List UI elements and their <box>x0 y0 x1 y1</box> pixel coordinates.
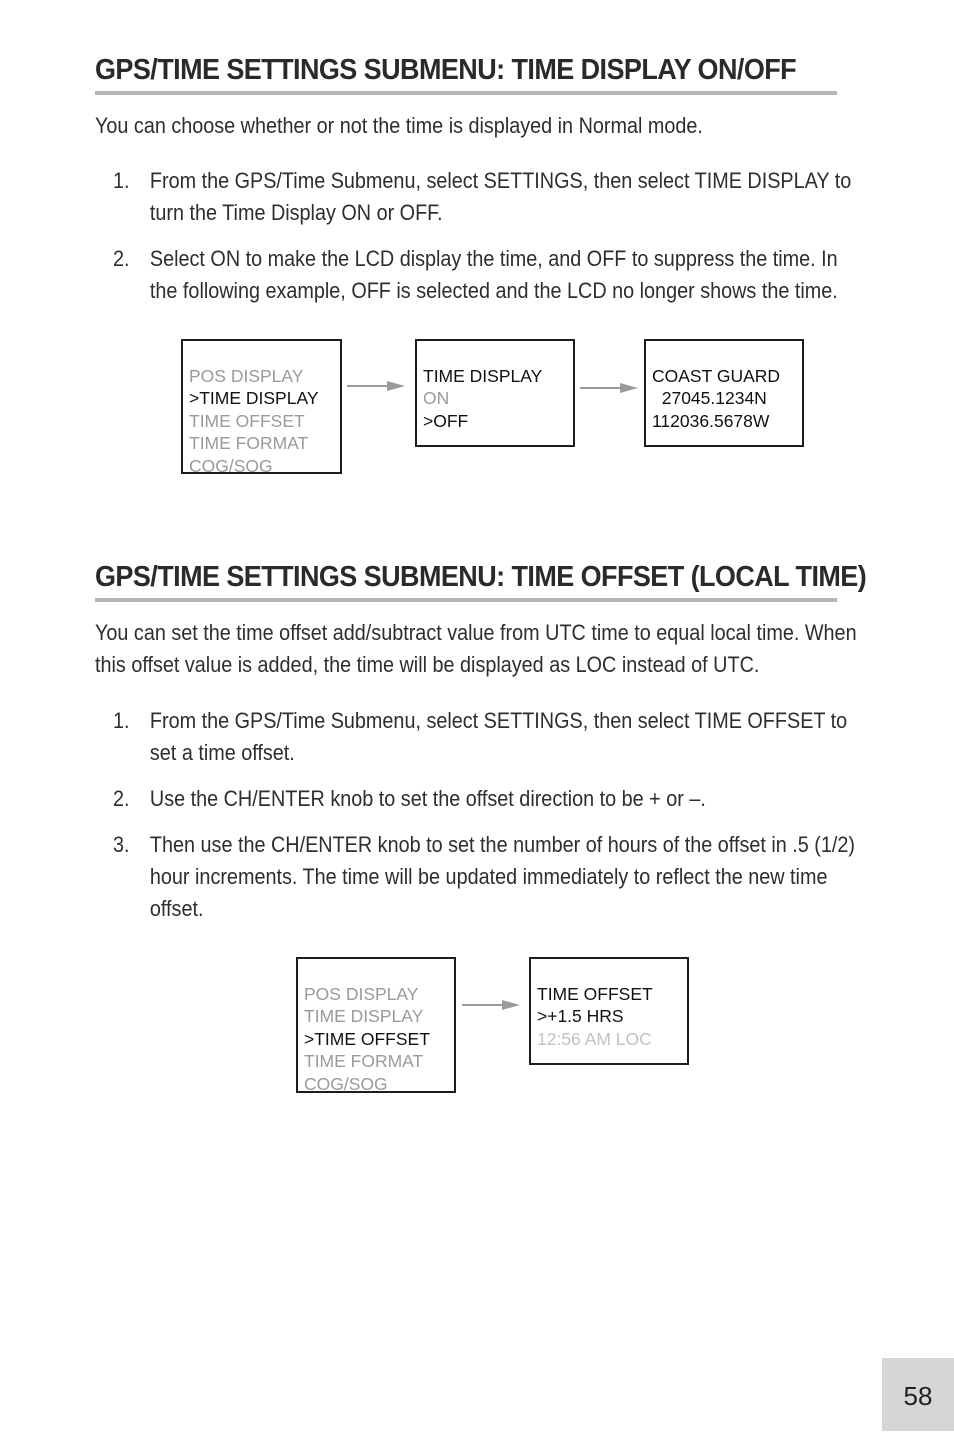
step-text: Then use the CH/ENTER knob to set the number of hours of the offset in .5 (1/2) hour increments. The time will be updated immediately to reflect the new time offset. <box>149 832 856 921</box>
local-time-readout: 12:56 AM LOC <box>537 1028 652 1049</box>
menu-line: COG/SOG <box>304 1073 388 1094</box>
section-heading-time-display: GPS/TIME SETTINGS SUBMENU: TIME DISPLAY ON/OFF <box>95 54 837 95</box>
screen-title: TIME OFFSET <box>537 983 653 1004</box>
menu-line: POS DISPLAY <box>304 983 419 1004</box>
arrow-right-icon <box>345 376 407 396</box>
lcd-time-display-toggle <box>415 339 575 447</box>
option-on: ON <box>423 388 450 408</box>
lcd-settings-menu <box>296 957 456 1093</box>
menu-line: POS DISPLAY <box>189 365 304 386</box>
menu-line: TIME FORMAT <box>304 1051 424 1071</box>
page-number: 58 <box>882 1358 954 1431</box>
lcd-normal-mode-result <box>644 339 804 447</box>
intro-paragraph-time-display: You can choose whether or not the time is displayed in Normal mode. <box>95 113 703 138</box>
latitude-readout: 27045.1234N <box>652 388 767 408</box>
section-heading-time-offset: GPS/TIME SETTINGS SUBMENU: TIME OFFSET (LOCAL TIME) <box>95 561 837 602</box>
menu-line-selected: >TIME DISPLAY <box>189 388 319 408</box>
arrow-right-icon <box>578 378 640 398</box>
step-text: From the GPS/Time Submenu, select SETTINGS, then select TIME OFFSET to set a time offset. <box>149 708 848 765</box>
menu-line-selected: >TIME OFFSET <box>304 1028 430 1049</box>
option-off-selected: >OFF <box>423 410 469 431</box>
step-text: Select ON to make the LCD display the time, and OFF to suppress the time. In the following example, OFF is selected and the LCD no longer shows the time. <box>149 246 838 303</box>
step-number: 2. <box>113 786 130 811</box>
intro-paragraph-time-offset: You can set the time offset add/subtract value from UTC time to equal local time. When this offset value is added, the time will be displayed as LOC instead of UTC. <box>95 620 857 677</box>
step-text: Use the CH/ENTER knob to set the offset direction to be + or –. <box>149 786 706 811</box>
lcd-time-offset <box>529 957 689 1065</box>
offset-value-selected: >+1.5 HRS <box>537 1006 624 1026</box>
step-number: 2. <box>113 246 130 271</box>
step-number: 1. <box>113 708 130 733</box>
menu-line: TIME OFFSET <box>189 410 305 431</box>
arrow-right-icon <box>460 995 522 1015</box>
step-number: 1. <box>113 168 130 193</box>
menu-line: COG/SOG <box>189 455 273 476</box>
longitude-readout: 112036.5678W <box>652 410 770 431</box>
menu-line: TIME DISPLAY <box>304 1006 424 1026</box>
lcd-settings-menu <box>181 339 342 474</box>
screen-title: TIME DISPLAY <box>423 365 543 386</box>
step-number: 3. <box>113 832 130 857</box>
channel-label: COAST GUARD <box>652 365 781 386</box>
menu-line: TIME FORMAT <box>189 433 309 453</box>
step-text: From the GPS/Time Submenu, select SETTINGS, then select TIME DISPLAY to turn the Time Display ON or OFF. <box>149 168 852 225</box>
